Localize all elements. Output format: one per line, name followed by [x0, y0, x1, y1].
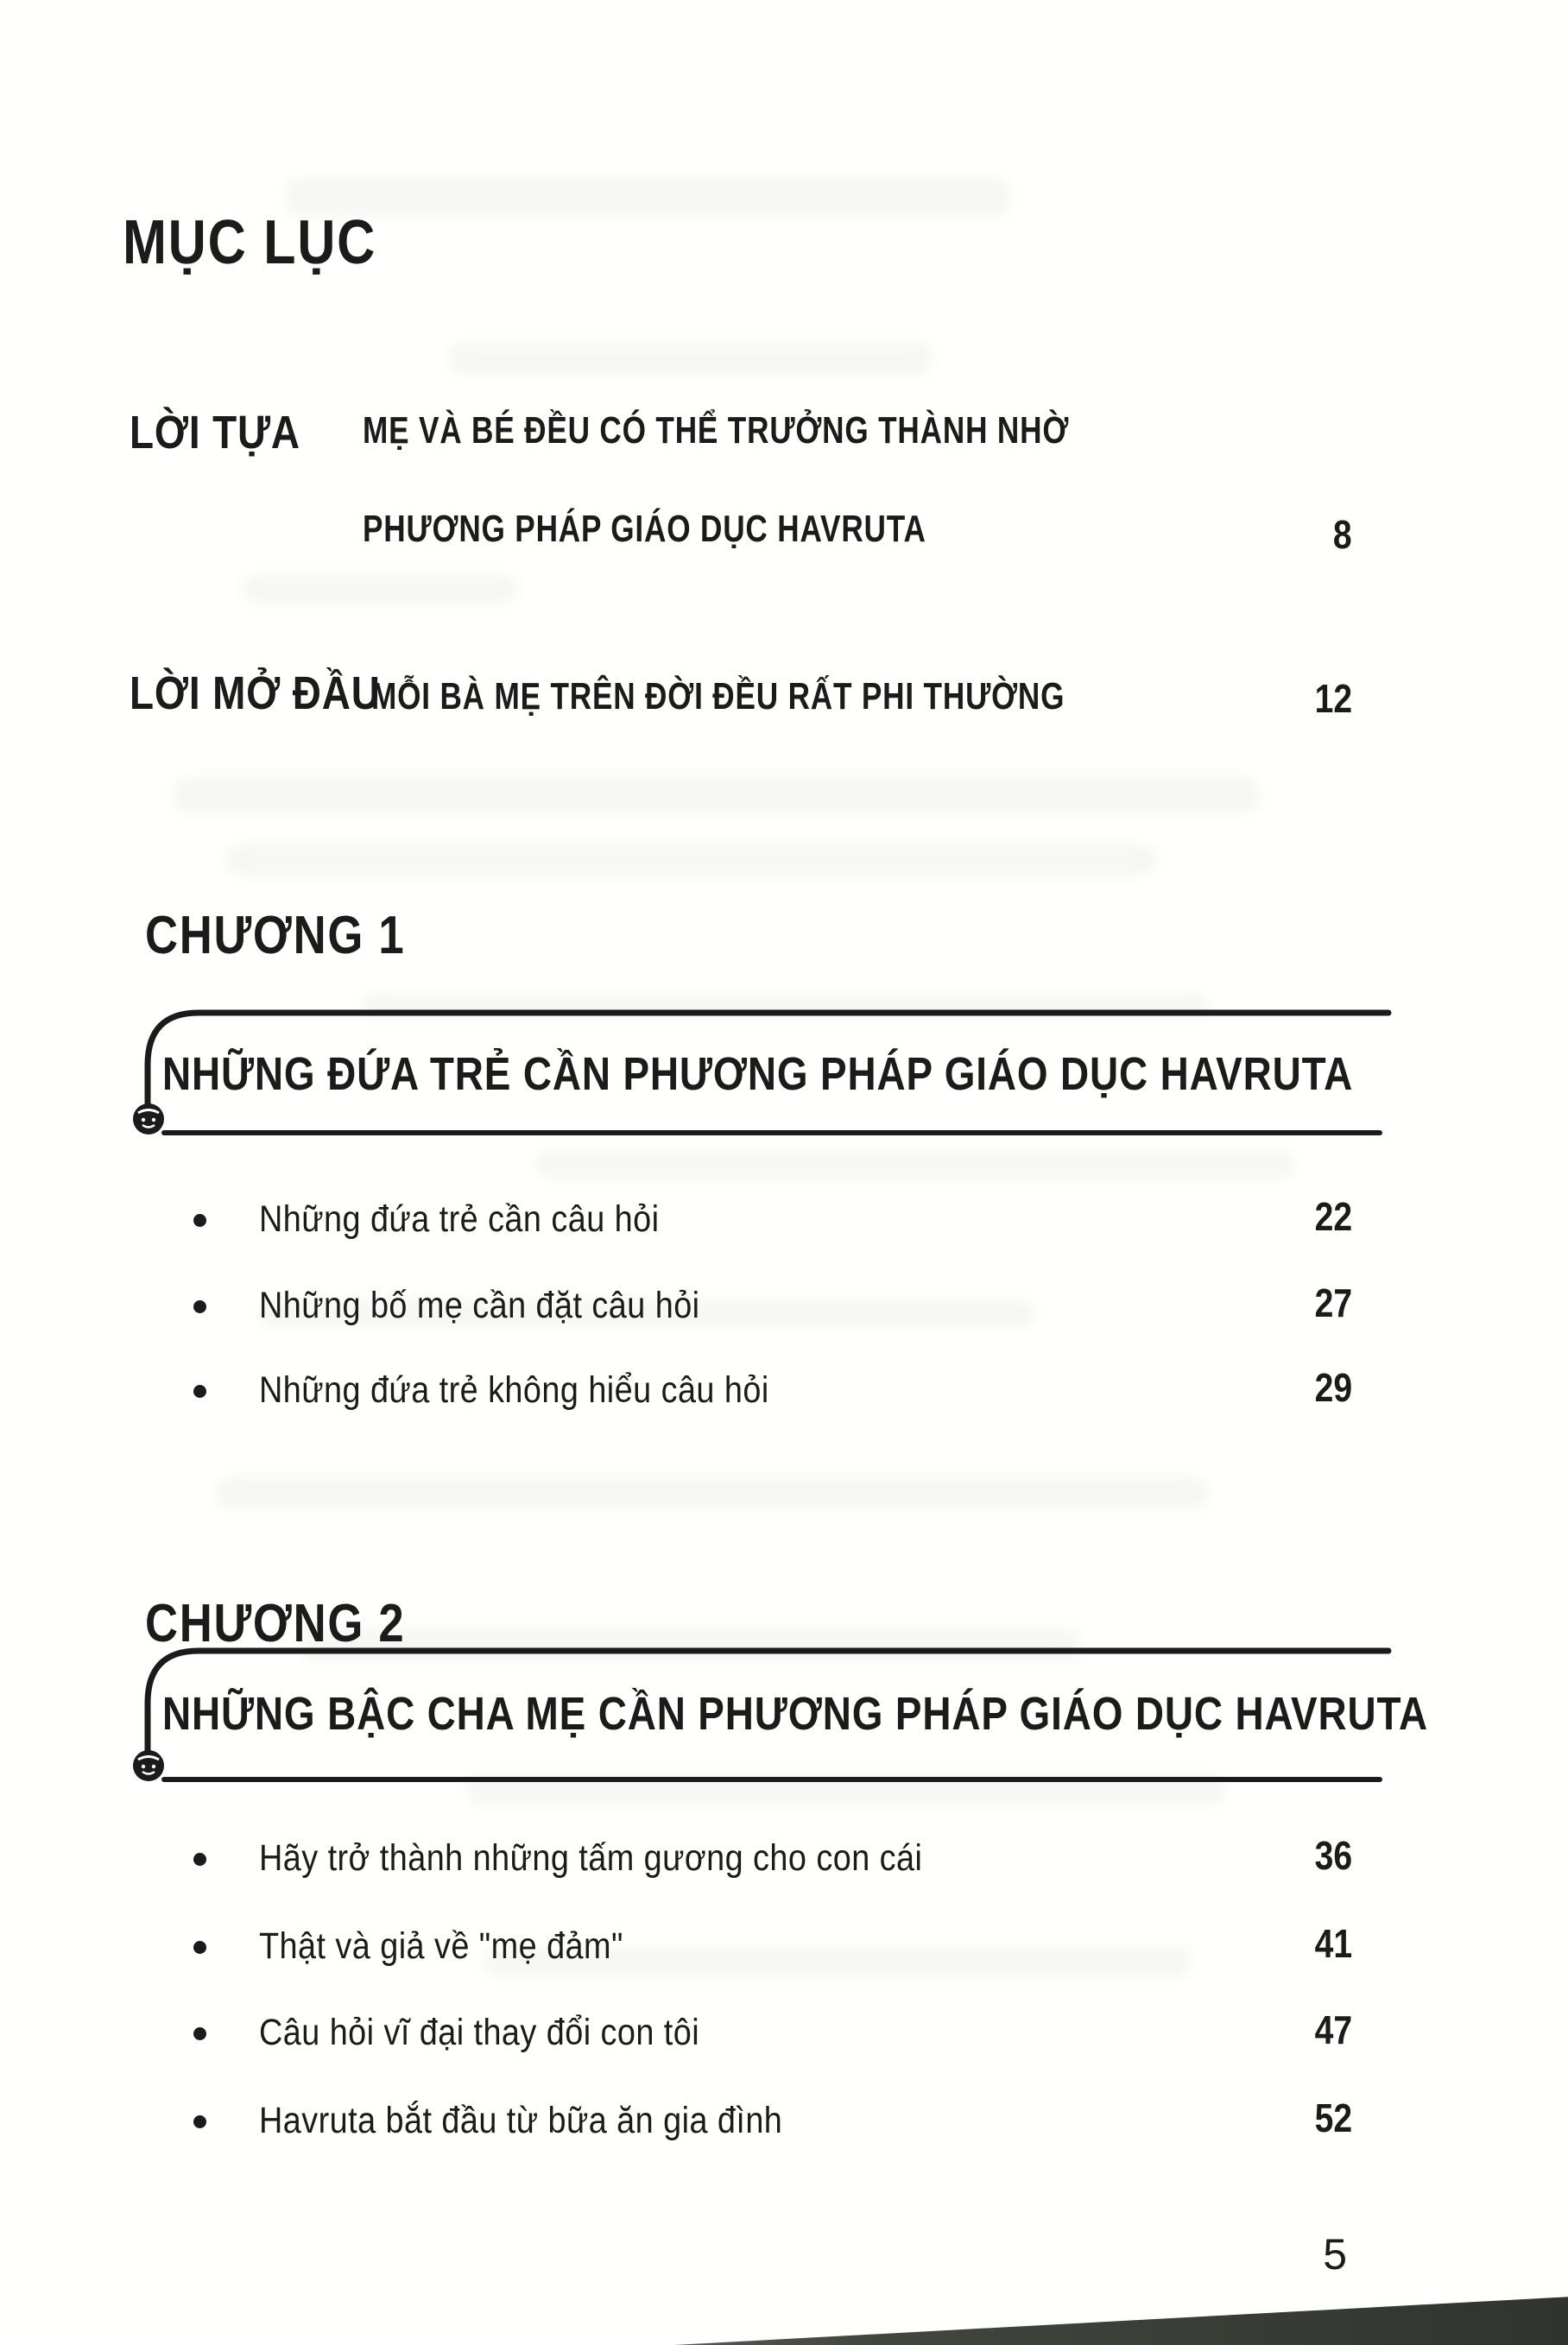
section-title-line: MỖI BÀ MẸ TRÊN ĐỜI ĐỀU RẤT PHI THƯỜNG [371, 675, 1065, 717]
smiley-ornament-icon [133, 1103, 164, 1135]
toc-item [130, 1194, 1352, 1259]
toc-item-label: Những đứa trẻ không hiểu câu hỏi [259, 1369, 769, 1411]
bleed-through-mark [216, 1476, 1209, 1509]
toc-item [130, 1280, 1352, 1345]
toc-item-page: 27 [1314, 1280, 1352, 1325]
page-edge-shadow [0, 2291, 1568, 2345]
toc-item-label: Thật và giả về "mẹ đảm" [259, 1925, 623, 1967]
toc-item-page: 22 [1314, 1194, 1352, 1239]
section-page-number: 12 [1314, 676, 1352, 721]
bleed-through-mark [173, 777, 1261, 813]
toc-item-label: Câu hỏi vĩ đại thay đổi con tôi [259, 2012, 700, 2053]
toc-item [130, 2007, 1352, 2072]
toc-item-page: 41 [1314, 1921, 1352, 1966]
footer-page-number: 5 [1323, 2230, 1347, 2279]
section-title-line: MẸ VÀ BÉ ĐỀU CÓ THỂ TRƯỞNG THÀNH NHỜ [363, 409, 1070, 452]
toc-item-page: 29 [1314, 1365, 1352, 1410]
bullet-icon [193, 1385, 206, 1398]
section-page-number: 8 [1333, 512, 1352, 557]
toc-item-label: Những đứa trẻ cần câu hỏi [259, 1198, 660, 1240]
bullet-icon [193, 1214, 206, 1227]
toc-item [130, 1365, 1352, 1430]
bullet-icon [193, 2115, 206, 2128]
section-label: LỜI MỞ ĐẦU [130, 667, 381, 719]
toc-item-page: 36 [1314, 1833, 1352, 1878]
section-label: LỜI TỰA [130, 407, 300, 458]
section-title-line: PHƯƠNG PHÁP GIÁO DỤC HAVRUTA [363, 508, 926, 550]
toc-item [130, 2095, 1352, 2160]
chapter-2-heading: CHƯƠNG 2 [145, 1594, 406, 1653]
bleed-through-mark [242, 574, 518, 604]
bleed-through-mark [449, 341, 933, 376]
bullet-icon [193, 2027, 206, 2040]
page-title: MỤC LỤC [123, 208, 377, 277]
chapter-2-banner [130, 1642, 1428, 1785]
chapter-2-banner-title: NHỮNG BẬC CHA MẸ CẦN PHƯƠNG PHÁP GIÁO DỤC HAVRUTA [162, 1688, 1428, 1740]
chapter-1-heading: CHƯƠNG 1 [145, 906, 406, 965]
toc-item [130, 1833, 1352, 1898]
chapter-1-banner-title: NHỮNG ĐỨA TRẺ CẦN PHƯƠNG PHÁP GIÁO DỤC HAVRUTA [162, 1048, 1354, 1100]
bullet-icon [193, 1941, 206, 1954]
toc-item-page: 52 [1314, 2095, 1352, 2140]
toc-item-label: Những bố mẹ cần đặt câu hỏi [259, 1285, 700, 1326]
toc-item-label: Havruta bắt đầu từ bữa ăn gia đình [259, 2100, 783, 2141]
bleed-through-mark [224, 844, 1157, 875]
smiley-ornament-icon [133, 1750, 164, 1781]
toc-item [130, 1921, 1352, 1986]
bleed-through-mark [535, 1150, 1295, 1179]
toc-item-page: 47 [1314, 2007, 1352, 2052]
toc-item-label: Hãy trở thành những tấm gương cho con cái [259, 1837, 923, 1879]
chapter-1-banner [130, 1006, 1395, 1144]
bullet-icon [193, 1300, 206, 1313]
bullet-icon [193, 1853, 206, 1866]
